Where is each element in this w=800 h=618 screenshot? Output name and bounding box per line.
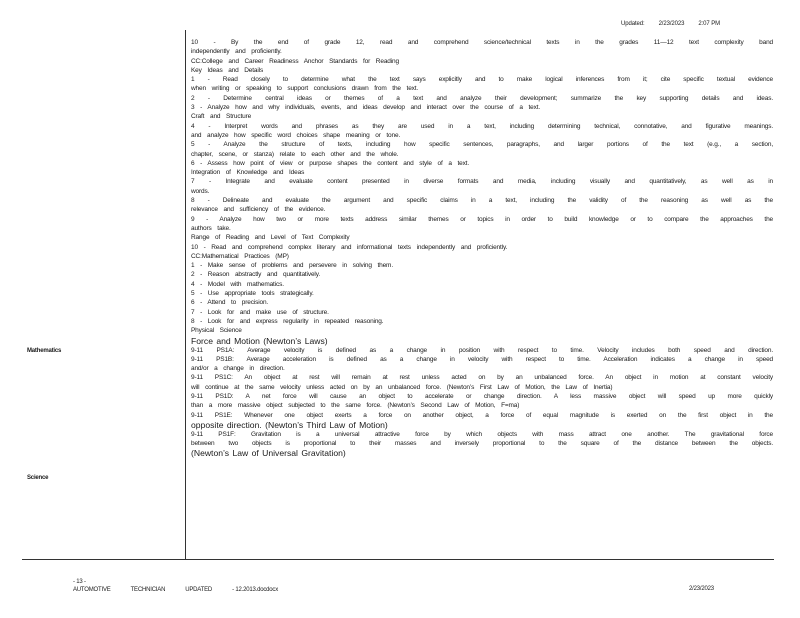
line: 7 - Look for and make use of structure. <box>191 308 329 316</box>
line: than a more massive object subjected to the same force. (Newton’s Second Law of Motion, F=ma) <box>191 402 520 410</box>
line: 9-11 PS1E: Whenever one object exerts a force on another object, a force of equal magnitude is exerted on the first object in the <box>191 411 773 419</box>
line: 9-11 PS1B: Average acceleration is defined as a change in velocity with respect to time. Acceleration indicates a change in speed <box>191 355 773 363</box>
footer-program: AUTOMOTIVE <box>73 587 111 593</box>
page-number: - 13 - <box>73 579 86 585</box>
footer-filename: - 12.2013.docdocx <box>232 587 279 593</box>
line: Key Ideas and Details <box>191 66 264 74</box>
line: 4 - Interpret words and phrases as they are used in a text, including determining technical, connotative, and figurative meanings. <box>191 122 773 130</box>
line: 5 - Use appropriate tools strategically. <box>191 290 314 298</box>
line: and/or a change in direction. <box>191 365 285 373</box>
line: 1 - Make sense of problems and persevere in solving them. <box>191 262 393 270</box>
line: 8 - Look for and express regularity in repeated reasoning. <box>191 317 384 325</box>
line: 9 - Analyze how two or more texts address similar themes or topics in order to build knowledge or to compare the approaches the <box>191 215 773 223</box>
line: chapter, scene, or stanza) relate to each other and the whole. <box>191 150 399 158</box>
line: 10 - By the end of grade 12, read and comprehend science/technical texts in the grades 11—12 text complexity band <box>191 39 773 46</box>
line: will continue at the same velocity unless acted on by an unbalanced force. (Newton’s First Law of Motion, the Law of Inertia) <box>191 383 613 391</box>
line: independently and proficiently. <box>191 48 282 56</box>
line: opposite direction. (Newton’s Third Law of Motion) <box>191 419 388 430</box>
updated-label: Updated: <box>621 21 645 27</box>
line: Integration of Knowledge and Ideas <box>191 169 305 177</box>
line: 6 - Assess how point of view or purpose shapes the content and style of a text. <box>191 159 469 167</box>
row-label-mathematics: Mathematics <box>27 348 62 354</box>
footer-date: 2/23/2023 <box>689 586 714 592</box>
line: Range of Reading and Level of Text Complexity <box>191 234 350 242</box>
line: 2 - Reason abstractly and quantitatively. <box>191 271 320 279</box>
line: words. <box>191 187 210 195</box>
line: authors take. <box>191 224 231 232</box>
standards-content <box>191 38 773 458</box>
line: Physical Science <box>191 327 242 335</box>
page-footer <box>73 578 298 594</box>
line: 5 - Analyze the structure of texts, including how specific sentences, paragraphs, and larger portions of the text (e.g., a section, <box>191 141 773 149</box>
line: 9-11 PS1F: Gravitation is a universal attractive force by which objects with mass attract one another. The gravitational force <box>191 430 773 438</box>
line: 2 - Determine central ideas or themes of a text and analyze their development; summarize the key supporting details and ideas. <box>191 94 773 102</box>
footer-role: TECHNICIAN <box>130 587 166 593</box>
line: 3 - Analyze how and why individuals, events, and ideas develop and interact over the course of a text. <box>191 104 541 112</box>
line: when writing or speaking to support conclusions drawn from the text. <box>191 85 419 93</box>
line: Craft and Structure <box>191 113 252 121</box>
updated-date: 2/23/2023 <box>658 21 685 27</box>
line: 8 - Delineate and evaluate the argument and specific claims in a text, including the validity of the reasoning as well as the <box>191 197 773 205</box>
line: (Newton’s Law of Universal Gravitation) <box>191 448 346 459</box>
table-bottom-rule <box>22 559 774 560</box>
line: CC:Mathematical Practices (MP) <box>191 252 289 260</box>
line: 1 - Read closely to determine what the text says explicitly and to make logical inferences from it; cite specific textual evidence <box>191 76 773 84</box>
line: relevance and sufficiency of the evidence. <box>191 206 326 214</box>
line: 10 - Read and comprehend complex literary and informational texts independently and proficiently. <box>191 243 508 251</box>
line: CC:College and Career Readiness Anchor Standards for Reading <box>191 57 399 65</box>
footer-status: UPDATED <box>185 587 213 593</box>
row-label-science: Science <box>27 475 49 481</box>
line: 7 - Integrate and evaluate content presented in diverse formats and media, including visually and quantitatively, as well as in <box>191 178 773 186</box>
line: 9-11 PS1D: A net force will cause an object to accelerate or change direction. A less massive object will speed up more quickly <box>191 392 773 400</box>
line: 9-11 PS1C: An object at rest will remain at rest unless acted on by an unbalanced force. An object in motion at constant velocity <box>191 374 773 382</box>
line: 9-11 PS1A: Average velocity is defined as a change in position with respect to time. Velocity includes both speed and direction. <box>191 346 773 354</box>
updated-time: 2:07 PM <box>698 21 721 27</box>
line: and analyze how specific word choices shape meaning or tone. <box>191 131 401 139</box>
column-divider <box>185 30 186 559</box>
line: between two objects is proportional to their masses and inversely proportional to the square of the distance between the objects. <box>191 440 773 448</box>
updated-stamp <box>621 21 734 27</box>
line: 6 - Attend to precision. <box>191 299 269 307</box>
line: 4 - Model with mathematics. <box>191 280 284 288</box>
section-heading: Force and Motion (Newton’s Laws) <box>191 335 328 346</box>
